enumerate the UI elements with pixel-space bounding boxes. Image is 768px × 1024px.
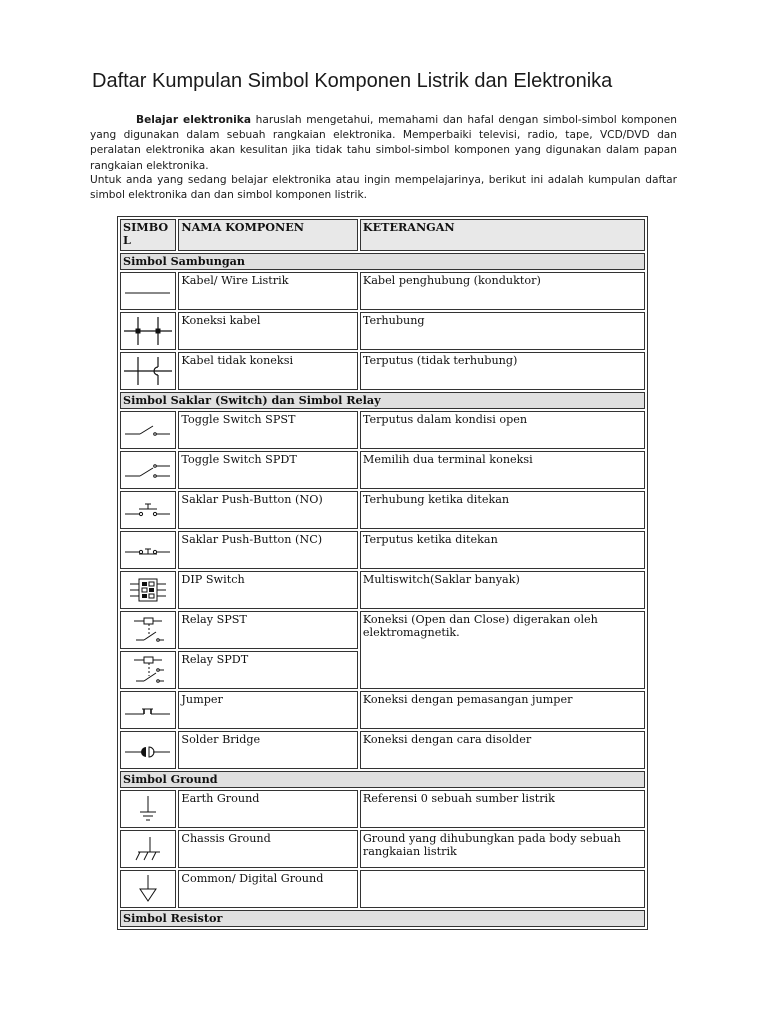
- table-row: [120, 870, 645, 908]
- pushbutton-no-icon: [122, 494, 174, 526]
- symbol-cell: [120, 651, 176, 689]
- component-name: Relay SPDT: [178, 651, 357, 689]
- component-description: Referensi 0 sebuah sumber listrik: [360, 790, 645, 828]
- intro-bold-lead: Belajar elektronika: [136, 114, 251, 126]
- component-description: Koneksi dengan cara disolder: [360, 731, 645, 769]
- table-row: [120, 830, 645, 868]
- table-row: [120, 411, 645, 449]
- table-row: [120, 731, 645, 769]
- intro-paragraph-2: Untuk anda yang sedang belajar elektronika atau ingin mempelajarinya, berikut ini adalah kumpulan daftar simbol elektronika dan dan simbol komponen listrik.: [90, 174, 677, 202]
- symbol-cell: [120, 352, 176, 390]
- section-row-saklar: [120, 392, 645, 409]
- symbol-cell: [120, 571, 176, 609]
- symbol-table: [117, 216, 648, 930]
- table-row: [120, 491, 645, 529]
- symbol-cell: [120, 491, 176, 529]
- page-title: Daftar Kumpulan Simbol Komponen Listrik dan Elektronika: [92, 70, 613, 92]
- toggle-spst-icon: [122, 414, 174, 446]
- jumper-icon: [122, 694, 174, 726]
- wire-icon: [122, 275, 174, 307]
- wire-connection-icon: [122, 315, 174, 347]
- table-row: [120, 571, 645, 609]
- component-description: Terhubung ketika ditekan: [360, 491, 645, 529]
- component-name: Toggle Switch SPDT: [178, 451, 357, 489]
- component-description: Multiswitch(Saklar banyak): [360, 571, 645, 609]
- component-name: Kabel tidak koneksi: [178, 352, 357, 390]
- section-row-ground: [120, 771, 645, 788]
- component-name: Earth Ground: [178, 790, 357, 828]
- component-description: Kabel penghubung (konduktor): [360, 272, 645, 310]
- component-name: Koneksi kabel: [178, 312, 357, 350]
- component-description: [360, 870, 645, 908]
- symbol-cell: [120, 790, 176, 828]
- section-title: Simbol Resistor: [120, 910, 645, 927]
- symbol-cell: [120, 691, 176, 729]
- component-name: Chassis Ground: [178, 830, 357, 868]
- relay-spst-icon: [122, 614, 174, 646]
- component-name: Saklar Push-Button (NC): [178, 531, 357, 569]
- table-row: [120, 691, 645, 729]
- symbol-cell: [120, 531, 176, 569]
- component-name: Kabel/ Wire Listrik: [178, 272, 357, 310]
- table-row: [120, 312, 645, 350]
- component-description: Memilih dua terminal koneksi: [360, 451, 645, 489]
- component-description: Koneksi dengan pemasangan jumper: [360, 691, 645, 729]
- component-description: Koneksi (Open dan Close) digerakan oleh elektromagnetik.: [360, 611, 645, 689]
- header-symbol: SIMBOL: [120, 219, 176, 251]
- component-name: Saklar Push-Button (NO): [178, 491, 357, 529]
- symbol-cell: [120, 411, 176, 449]
- pushbutton-nc-icon: [122, 534, 174, 566]
- symbol-cell: [120, 611, 176, 649]
- table-row: [120, 451, 645, 489]
- intro-paragraph-1: [90, 113, 677, 174]
- table-row: [120, 611, 645, 649]
- toggle-spdt-icon: [122, 454, 174, 486]
- component-description: Terputus (tidak terhubung): [360, 352, 645, 390]
- component-description: Terputus dalam kondisi open: [360, 411, 645, 449]
- section-row-sambungan: [120, 253, 645, 270]
- symbol-cell: [120, 731, 176, 769]
- component-name: Toggle Switch SPST: [178, 411, 357, 449]
- table-row: [120, 790, 645, 828]
- table-row: [120, 352, 645, 390]
- table-row: [120, 531, 645, 569]
- common-ground-icon: [122, 873, 174, 905]
- table-row: [120, 272, 645, 310]
- symbol-cell: [120, 451, 176, 489]
- component-description: Terputus ketika ditekan: [360, 531, 645, 569]
- relay-spdt-icon: [122, 654, 174, 686]
- component-name: Solder Bridge: [178, 731, 357, 769]
- symbol-cell: [120, 272, 176, 310]
- intro-paragraph-1-text: haruslah mengetahui, memahami dan hafal dengan simbol-simbol komponen yang digunakan dalam sebuah rangkaian elektronika. Memperbaiki televisi, radio, tape, VCD/DVD dan peralatan elektronika akan kesulitan jika tidak tahu simbol-simbol komponen yang digunakan dalam papan rangkaian elektronika.: [90, 114, 677, 172]
- component-name: Common/ Digital Ground: [178, 870, 357, 908]
- section-title: Simbol Sambungan: [120, 253, 645, 270]
- dip-switch-icon: [122, 574, 174, 606]
- symbol-cell: [120, 830, 176, 868]
- header-name: NAMA KOMPONEN: [178, 219, 357, 251]
- component-name: DIP Switch: [178, 571, 357, 609]
- header-description: KETERANGAN: [360, 219, 645, 251]
- component-description: Ground yang dihubungkan pada body sebuah rangkaian listrik: [360, 830, 645, 868]
- wire-crossing-icon: [122, 355, 174, 387]
- chassis-ground-icon: [122, 833, 174, 865]
- table-header-row: [120, 219, 645, 251]
- component-name: Relay SPST: [178, 611, 357, 649]
- component-name: Jumper: [178, 691, 357, 729]
- symbol-cell: [120, 870, 176, 908]
- symbol-cell: [120, 312, 176, 350]
- component-description: Terhubung: [360, 312, 645, 350]
- earth-ground-icon: [122, 793, 174, 825]
- solder-bridge-icon: [122, 734, 174, 766]
- section-row-resistor: [120, 910, 645, 927]
- section-title: Simbol Saklar (Switch) dan Simbol Relay: [120, 392, 645, 409]
- section-title: Simbol Ground: [120, 771, 645, 788]
